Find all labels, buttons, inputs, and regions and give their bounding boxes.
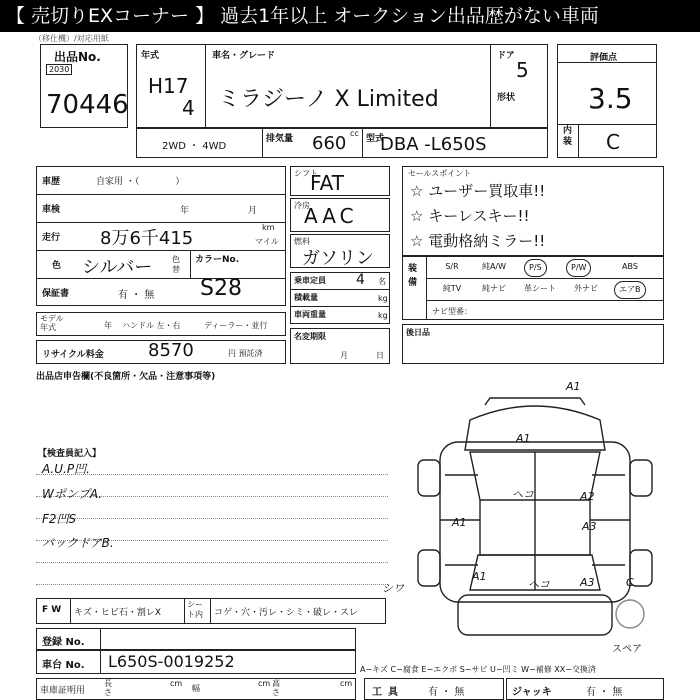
model-value: DBA -L650S xyxy=(380,134,487,155)
model-year-handle: ハンドル 左・右 xyxy=(122,321,181,330)
cert-height: 高さ xyxy=(272,679,280,697)
model-year-year: 年 xyxy=(104,321,112,330)
fuel-value: ガソリン xyxy=(302,248,374,269)
load-label: 積載量 xyxy=(294,293,318,302)
equip-navi: 純ナビ xyxy=(482,284,506,293)
equip-ps: P/S xyxy=(524,259,547,277)
equip-airbag: エアB xyxy=(614,281,646,299)
car-damage-diagram xyxy=(400,380,670,670)
equip-leather: 革シート xyxy=(524,284,556,293)
lot-number: 70446 xyxy=(46,90,129,120)
inspection-year: 年 xyxy=(180,206,190,216)
month-value: 4 xyxy=(182,96,195,120)
afterdate-label: 後日品 xyxy=(406,328,430,337)
capacity-label: 乗車定員 xyxy=(294,276,326,285)
shape-label: 形状 xyxy=(497,93,516,103)
damage-mark: C xyxy=(626,576,634,589)
header-title: 【 売切りEXコーナー 】 過去1年以上 オークション出品歴がない車両 xyxy=(6,5,599,27)
year-value: H17 xyxy=(148,74,189,98)
disp-value: 660 xyxy=(312,133,347,154)
ac-value: AAC xyxy=(304,204,358,228)
equip-alloy: 純A/W xyxy=(481,262,507,271)
tools-value: 有 ・ 無 xyxy=(428,687,465,698)
color-label: 色 xyxy=(52,261,62,271)
fw-seat-label: シート内 xyxy=(187,600,203,619)
shift-label: シフト xyxy=(294,169,318,178)
score-label: 評価点 xyxy=(590,53,618,63)
mileage-km: km xyxy=(262,223,275,232)
colorno-label: カラーNo. xyxy=(195,255,240,265)
inspector-label: 【検査員記入】 xyxy=(38,449,102,459)
regchange-month: 月 xyxy=(340,351,348,360)
warranty-label: 保証書 xyxy=(42,289,70,299)
fuel-label: 燃料 xyxy=(294,237,310,246)
spare-label: スペア xyxy=(612,644,642,655)
drive-value: 2WD ・ 4WD xyxy=(162,141,227,152)
tools-label: 工具 xyxy=(372,687,404,698)
model-year-dealer: ディーラー・並行 xyxy=(204,321,268,330)
damage-mark: A3 xyxy=(582,520,597,533)
equip-pw: P/W xyxy=(566,259,591,277)
inspector-line: WポンプA. xyxy=(42,487,103,501)
lot-sub: 2030 xyxy=(46,64,72,75)
cert-cm: cm xyxy=(340,679,353,688)
model-year-label: モデル年式 xyxy=(40,314,64,332)
recycle-label: リサイクル料金 xyxy=(42,350,104,360)
sheet-kind: （移仕機）/対応用紙 xyxy=(34,34,109,43)
mileage-value: 8万6千415 xyxy=(100,228,194,249)
damage-mark: ヘコ xyxy=(512,488,534,501)
damage-legend: A−キズ C−腐食 E−エクボ S−サビ U−凹ミ W−補修 XX−交換済 xyxy=(360,665,596,674)
chassis-value: L650S-0019252 xyxy=(108,652,235,671)
equip-tv: 純TV xyxy=(442,284,462,293)
regchange-label: 名変期限 xyxy=(294,332,326,341)
interior-label: 内装 xyxy=(563,126,573,147)
inspector-line: A.U.P凹. xyxy=(42,462,90,476)
chassis-label: 車台 No. xyxy=(42,660,85,671)
color-change: 色替 xyxy=(172,255,180,274)
shift-value: FAT xyxy=(310,171,345,195)
sales-item: ☆ キーレスキー!! xyxy=(410,207,530,225)
weight-label: 車両重量 xyxy=(294,310,326,319)
door-label: ドア xyxy=(497,51,515,61)
fw-label: F W xyxy=(42,605,62,615)
sales-item: ☆ ユーザー買取車!! xyxy=(410,182,546,200)
equip-navi-model: ナビ型番： xyxy=(432,307,472,316)
recycle-value: 8570 xyxy=(148,340,194,361)
model-label: 型式 xyxy=(366,134,385,144)
inspection-label: 車検 xyxy=(42,205,61,215)
damage-mark: A3 xyxy=(580,576,595,589)
mileage-mile: マイル xyxy=(255,237,279,246)
history-label: 車歴 xyxy=(42,177,61,187)
recycle-unit: 円 預託済 xyxy=(228,349,263,358)
weight-unit: kg xyxy=(378,311,388,320)
equip-sr: S/R xyxy=(445,262,459,271)
damage-mark: A2 xyxy=(580,490,595,503)
header-bar xyxy=(0,0,700,32)
equipment-label: 装備 xyxy=(408,264,418,288)
jack-label: ジャッキ xyxy=(512,687,552,698)
jack-value: 有 ・ 無 xyxy=(586,687,623,698)
name-value: ミラジーノ X Limited xyxy=(218,87,439,112)
afterdate-box xyxy=(402,324,664,364)
door-value: 5 xyxy=(516,58,529,82)
damage-mark: ヘコ xyxy=(528,578,550,591)
damage-mark: A1 xyxy=(566,380,581,393)
capacity-unit: 名 xyxy=(378,277,386,286)
history-value: 自家用 ・（ ） xyxy=(96,177,185,187)
colorno-value: S28 xyxy=(200,276,242,301)
ac-label: 冷房 xyxy=(294,201,310,210)
color-value: シルバー xyxy=(82,257,153,278)
fw-seat-items: コゲ・穴・汚レ・シミ・破レ・スレ xyxy=(214,608,359,618)
lot-label: 出品No. xyxy=(54,50,101,64)
fw-items: キズ・ヒビ石・割レX xyxy=(74,608,161,618)
cc-label: cc xyxy=(350,129,359,138)
damage-mark: A1 xyxy=(452,516,467,529)
damage-mark: A1 xyxy=(516,432,531,445)
sales-label: セールスポイント xyxy=(408,169,472,178)
equip-extnavi: 外ナビ xyxy=(574,284,598,293)
seller-notes-label: 出品店申告欄(不良箇所・欠品・注意事項等) xyxy=(36,372,216,382)
cert-width: 幅 xyxy=(192,684,200,693)
interior-value: C xyxy=(606,130,620,154)
inspection-month: 月 xyxy=(248,206,258,216)
disp-label: 排気量 xyxy=(266,134,294,144)
year-label: 年式 xyxy=(141,51,160,61)
damage-mark: シワ xyxy=(382,582,404,595)
score-value: 3.5 xyxy=(588,82,633,115)
capacity-value: 4 xyxy=(356,272,365,288)
damage-mark: A1 xyxy=(472,570,487,583)
equip-abs: ABS xyxy=(622,262,638,271)
sales-item: ☆ 電動格納ミラー!! xyxy=(410,232,546,250)
load-unit: kg xyxy=(378,294,388,303)
regchange-day: 日 xyxy=(376,351,384,360)
cert-cm: cm xyxy=(258,679,271,688)
reg-label: 登録 No. xyxy=(42,637,85,648)
cert-cm: cm xyxy=(170,679,183,688)
cert-label: 車庫証明用 xyxy=(40,686,86,696)
inspector-line: F2凹S xyxy=(42,512,77,526)
cert-length: 長さ xyxy=(104,679,112,697)
inspector-line: バックドアB. xyxy=(42,536,114,550)
name-label: 車名・グレード xyxy=(212,51,276,61)
warranty-value: 有 ・ 無 xyxy=(118,290,155,301)
mileage-label: 走行 xyxy=(42,233,61,243)
